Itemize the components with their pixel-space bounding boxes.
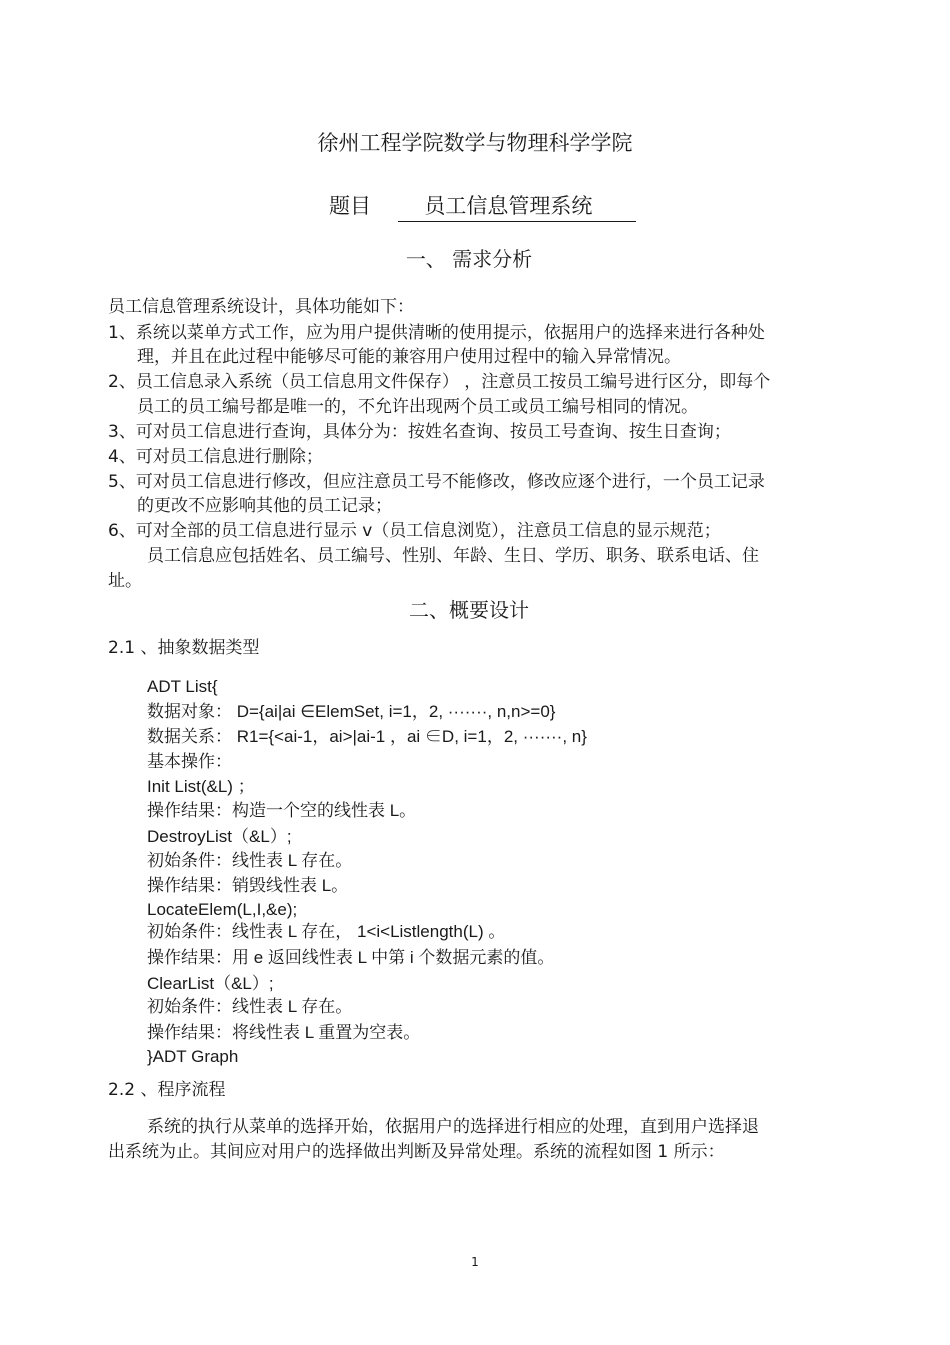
adt-line: DestroyList（&L）; [147,827,292,846]
list-item-5-line1: 5、可对员工信息进行修改，但应注意员工号不能修改，修改应逐个进行，一个员工记录 [108,472,765,492]
section1-intro: 员工信息管理系统设计，具体功能如下： [108,297,414,317]
adt-line: LocateElem(L,I,&e); [147,900,298,919]
flow-paragraph-line1: 系统的执行从菜单的选择开始，依据用户的选择进行相应的处理，直到用户选择退 [147,1117,759,1137]
list-item-4: 4、可对员工信息进行删除； [108,447,323,467]
section-heading-requirements: 一、 需求分析 [405,247,533,271]
page-number: 1 [471,1255,479,1269]
adt-line: 初始条件：线性表 L 存在， 1<i<Listlength(L) 。 [147,922,506,941]
adt-line: 操作结果：构造一个空的线性表 L。 [147,801,417,820]
list-item-1-line2: 理，并且在此过程中能够尽可能的兼容用户使用过程中的输入异常情况。 [137,347,681,367]
adt-line: Init List(&L) ； [147,777,255,796]
subject-line [329,196,636,217]
list-item-6: 6、可对全部的员工信息进行显示 v（员工信息浏览），注意员工信息的显示规范； [108,521,721,541]
adt-line: 初始条件：线性表 L 存在。 [147,997,353,1016]
subject-label: 题目 [329,194,371,218]
adt-line: 数据对象： D={ai|ai ∈ElemSet, i=1，2, ·······, n,n>=0} [147,702,556,721]
section1-closing-line1: 员工信息应包括姓名、员工编号、性别、年龄、生日、学历、职务、联系电话、住 [147,546,759,566]
subject-value: 员工信息管理系统 [398,194,636,222]
list-item-2-line1: 2、员工信息录入系统（员工信息用文件保存） ，注意员工按员工编号进行区分，即每个 [108,372,771,392]
list-item-2-line2: 员工的员工编号都是唯一的，不允许出现两个员工或员工编号相同的情况。 [137,397,698,417]
section-heading-design: 二、概要设计 [409,598,529,622]
flow-paragraph-line2: 出系统为止。其间应对用户的选择做出判断及异常处理。系统的流程如图 1 所示： [108,1142,725,1162]
institution-title: 徐州工程学院数学与物理科学学院 [317,131,633,155]
subsection-heading-adt: 2.1 、抽象数据类型 [108,638,260,658]
list-item-3: 3、可对员工信息进行查询，具体分为：按姓名查询、按员工号查询、按生日查询； [108,422,731,442]
adt-line: ClearList（&L）; [147,974,274,993]
list-item-1-line1: 1、系统以菜单方式工作，应为用户提供清晰的使用提示，依据用户的选择来进行各种处 [108,323,765,343]
list-item-5-line2: 的更改不应影响其他的员工记录； [137,496,392,516]
adt-line: 操作结果：销毁线性表 L。 [147,876,349,895]
adt-line: 初始条件：线性表 L 存在。 [147,851,353,870]
adt-line: ADT List{ [147,677,218,696]
adt-line: 操作结果：将线性表 L 重置为空表。 [147,1023,421,1042]
adt-line: 操作结果：用 e 返回线性表 L 中第 i 个数据元素的值。 [147,948,555,967]
adt-line: 基本操作： [147,752,232,771]
subsection-heading-flow: 2.2 、程序流程 [108,1080,226,1100]
adt-line: }ADT Graph [147,1047,239,1066]
adt-line: 数据关系： R1={<ai-1，ai>|ai-1 ，ai ∈D, i=1，2, ·······, n} [147,727,587,746]
section1-closing-line2: 址。 [108,571,142,591]
